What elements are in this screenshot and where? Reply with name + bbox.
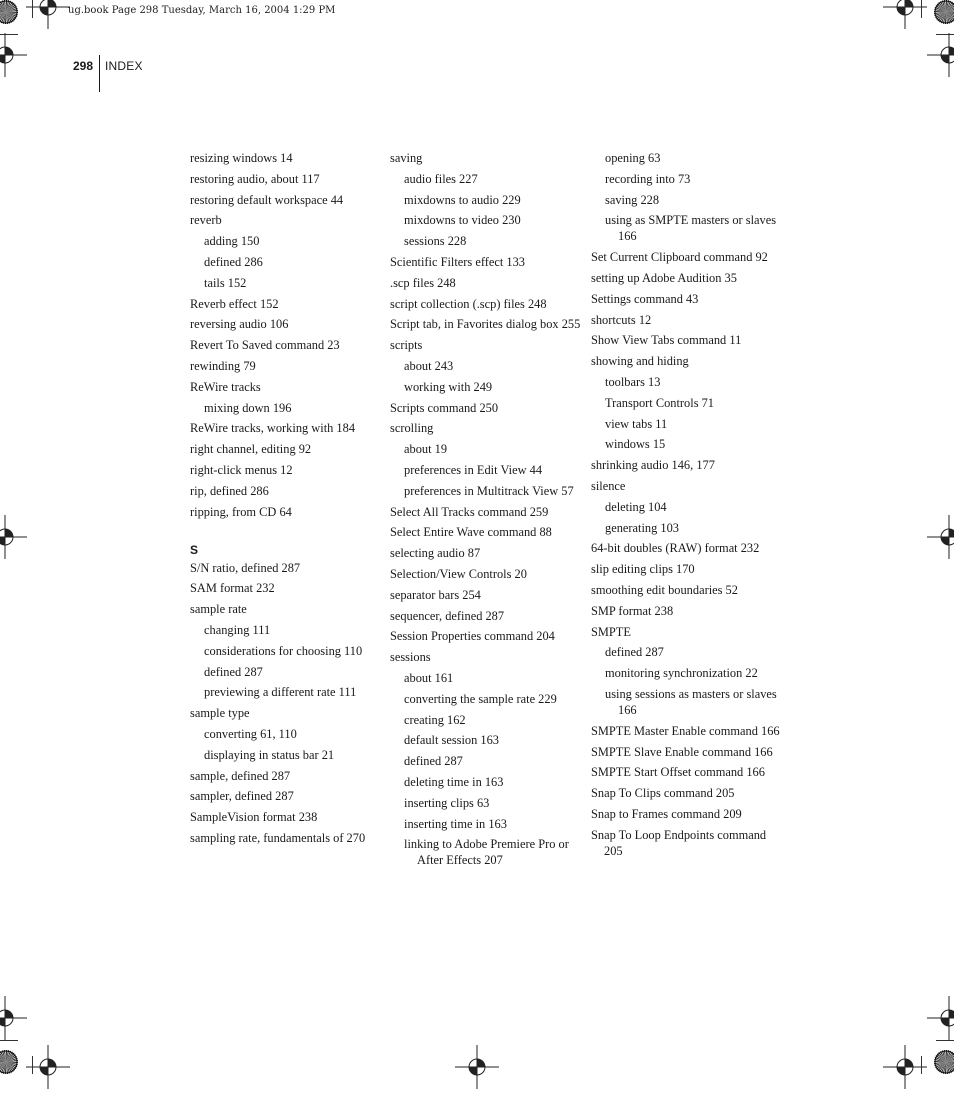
index-entry: Reverb effect 152: [190, 296, 279, 311]
index-subentry: creating 162: [404, 712, 466, 727]
index-subentry: opening 63: [605, 151, 661, 165]
crop-line: [0, 34, 18, 35]
index-subentry: considerations for choosing 110: [204, 643, 363, 658]
index-entry: SMPTE Start Offset command 166: [591, 765, 765, 780]
index-entry: right channel, editing 92: [190, 442, 312, 457]
index-entry: reverb: [190, 213, 222, 228]
index-subentry: working with 249: [404, 379, 493, 394]
crop-line: [0, 1040, 18, 1041]
index-entry: Script tab, in Favorites dialog box 255: [390, 317, 581, 332]
registration-mark-icon: [921, 27, 954, 83]
registration-mark-icon: [921, 990, 954, 1046]
index-column-2: [390, 150, 584, 868]
crop-line: [936, 34, 954, 35]
index-subentry: converting 61, 110: [204, 726, 297, 741]
crop-line: [921, 1056, 922, 1074]
index-subentry: deleting time in 163: [404, 774, 504, 789]
index-entry: Snap To Clips command 205: [591, 786, 735, 801]
index-subentry: mixing down 196: [204, 400, 292, 415]
index-entry: sampling rate, fundamentals of 270: [190, 830, 366, 845]
index-entry: Snap to Frames command 209: [591, 806, 742, 821]
index-entry: .scp files 248: [390, 275, 456, 290]
index-entry: Selection/View Controls 20: [390, 566, 527, 581]
index-subentry: using sessions as masters or slaves 166: [605, 686, 777, 717]
index-entry: Snap To Loop Endpoints command 205: [591, 827, 767, 858]
running-head: INDEX: [105, 59, 143, 73]
index-entry: silence: [591, 478, 626, 493]
crop-line: [32, 0, 33, 18]
color-target-icon: [934, 1050, 954, 1074]
index-subentry: defined 287: [204, 664, 263, 679]
index-entry: sample type: [190, 706, 250, 721]
index-entry: Scientific Filters effect 133: [390, 254, 525, 269]
index-subentry: inserting time in 163: [404, 816, 507, 831]
index-entry: rip, defined 286: [190, 483, 269, 498]
index-subentry: generating 103: [605, 520, 679, 535]
registration-mark-icon: [0, 27, 33, 83]
index-subentry: Transport Controls 71: [605, 395, 715, 410]
registration-mark-icon: [449, 1039, 505, 1095]
registration-mark-icon: [877, 1039, 933, 1095]
index-subentry: defined 287: [404, 754, 463, 769]
crop-line: [32, 1056, 33, 1074]
page-number: 298: [73, 59, 94, 73]
index-subentry: windows 15: [605, 437, 666, 452]
index-entry: sample, defined 287: [190, 768, 291, 783]
index-entry: sampler, defined 287: [190, 789, 294, 804]
index-entry: ReWire tracks, working with 184: [190, 421, 356, 436]
index-subentry: preferences in Edit View 44: [404, 462, 543, 477]
index-entry: shortcuts 12: [591, 312, 652, 327]
index-subentry: view tabs 11: [605, 416, 668, 431]
index-entry: Settings command 43: [591, 291, 699, 306]
index-entry: Select All Tracks command 259: [390, 504, 549, 519]
index-entry: smoothing edit boundaries 52: [591, 582, 738, 597]
index-subentry: mixdowns to video 230: [404, 213, 521, 228]
index-entry: right-click menus 12: [190, 462, 293, 477]
crop-line: [921, 0, 922, 18]
index-entry: restoring audio, about 117: [190, 171, 320, 186]
index-entry: sessions: [390, 650, 431, 665]
index-entry: 64-bit doubles (RAW) format 232: [591, 541, 760, 556]
index-subentry: mixdowns to audio 229: [404, 192, 521, 207]
index-subentry: deleting 104: [605, 499, 667, 514]
index-entry: resizing windows 14: [190, 151, 293, 165]
index-subentry: converting the sample rate 229: [404, 691, 557, 706]
index-subentry: adding 150: [204, 234, 260, 249]
index-subentry: previewing a different rate 111: [204, 685, 357, 700]
index-subentry: audio files 227: [404, 171, 478, 186]
index-entry: scripts: [390, 338, 423, 353]
index-entry: showing and hiding: [591, 354, 689, 369]
index-subentry: default session 163: [404, 733, 499, 748]
index-entry: ripping, from CD 64: [190, 504, 292, 519]
index-subentry: recording into 73: [605, 171, 691, 186]
index-subentry: inserting clips 63: [404, 795, 490, 810]
print-slug: ug.book Page 298 Tuesday, March 16, 2004 1:29 PM: [68, 5, 336, 16]
index-entry: separator bars 254: [390, 587, 481, 602]
index-entry: saving: [390, 151, 423, 165]
index-entry: sequencer, defined 287: [390, 608, 505, 623]
index-subentry: toolbars 13: [605, 374, 661, 389]
index-entry: sample rate: [190, 602, 247, 617]
index-subentry: preferences in Multitrack View 57: [404, 483, 574, 498]
index-letter-heading: S: [190, 542, 199, 557]
index-column-1: [190, 150, 382, 846]
index-entry: selecting audio 87: [390, 546, 481, 561]
color-target-icon: [934, 0, 954, 24]
index-subentry: displaying in status bar 21: [204, 747, 335, 762]
index-entry: Show View Tabs command 11: [591, 333, 742, 348]
index-entry: slip editing clips 170: [591, 562, 695, 577]
index-entry: scrolling: [390, 421, 434, 436]
registration-mark-icon: [921, 509, 954, 565]
header-rule: [99, 55, 100, 92]
index-subentry: saving 228: [605, 192, 660, 207]
index-entry: SMP format 238: [591, 603, 674, 618]
index-subentry: monitoring synchronization 22: [605, 666, 758, 681]
index-entry: Scripts command 250: [390, 400, 499, 415]
index-entry: script collection (.scp) files 248: [390, 296, 547, 311]
index-entry: restoring default workspace 44: [190, 192, 344, 207]
index-entry: rewinding 79: [190, 358, 256, 373]
index-entry: SMPTE: [591, 624, 631, 639]
index-entry: SMPTE Slave Enable command 166: [591, 744, 773, 759]
registration-mark-icon: [0, 509, 33, 565]
index-entry: Set Current Clipboard command 92: [591, 250, 768, 265]
index-subentry: tails 152: [204, 275, 247, 290]
crop-line: [936, 1040, 954, 1041]
registration-mark-icon: [20, 1039, 76, 1095]
index-subentry: using as SMPTE masters or slaves 166: [605, 213, 777, 244]
color-target-icon: [0, 0, 18, 24]
index-entry: setting up Adobe Audition 35: [591, 270, 737, 285]
index-subentry: defined 286: [204, 254, 263, 269]
index-subentry: defined 287: [605, 645, 664, 660]
index-subentry: about 161: [404, 670, 454, 685]
index-entry: S/N ratio, defined 287: [190, 560, 301, 575]
index-entry: Select Entire Wave command 88: [390, 525, 552, 540]
index-column-3: [591, 150, 783, 859]
index-entry: SampleVision format 238: [190, 810, 318, 825]
index-subentry: sessions 228: [404, 234, 467, 249]
index-entry: SAM format 232: [190, 581, 275, 596]
index-entry: SMPTE Master Enable command 166: [591, 723, 780, 738]
registration-mark-icon: [0, 990, 33, 1046]
index-entry: ReWire tracks: [190, 379, 261, 394]
index-entry: shrinking audio 146, 177: [591, 458, 715, 473]
index-subentry: about 243: [404, 358, 454, 373]
index-subentry: about 19: [404, 442, 448, 457]
color-target-icon: [0, 1050, 18, 1074]
index-entry: Session Properties command 204: [390, 629, 555, 644]
index-entry: Revert To Saved command 23: [190, 338, 340, 353]
index-subentry: changing 111: [204, 622, 271, 637]
index-subentry: linking to Adobe Premiere Pro or After Effects 207: [404, 837, 569, 868]
index-entry: reversing audio 106: [190, 317, 289, 332]
